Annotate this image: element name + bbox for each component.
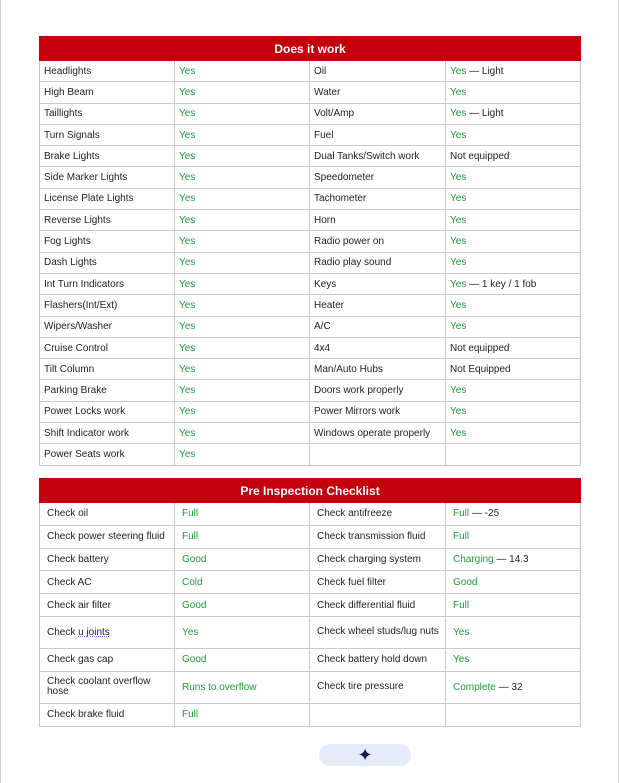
item-label: Turn Signals (44, 129, 100, 141)
item-status-note: — 1 key / 1 fob (466, 278, 537, 290)
item-label: Check battery hold down (317, 654, 428, 666)
table-row (40, 146, 581, 167)
item-label-cell[interactable] (40, 444, 175, 465)
item-status-cell[interactable] (175, 703, 310, 726)
item-label: Radio play sound (314, 257, 392, 269)
table-row (40, 503, 581, 526)
item-label-cell[interactable] (310, 210, 446, 231)
item-status: Yes (179, 150, 196, 162)
does-it-work-table (39, 36, 581, 466)
table-row (40, 525, 581, 548)
item-label: Check coolant overflow hose (47, 676, 151, 698)
item-status: Yes (450, 214, 467, 226)
item-label: Check power steering fluid (47, 531, 165, 543)
item-label-cell[interactable] (40, 337, 175, 358)
item-status: Yes (179, 363, 196, 375)
item-status-cell[interactable] (175, 103, 310, 124)
table-row (40, 616, 581, 648)
table-row (40, 124, 581, 145)
pre-inspection-header: Pre Inspection Checklist (40, 479, 581, 503)
item-label-cell[interactable] (40, 571, 175, 594)
item-label: Man/Auto Hubs (314, 363, 383, 375)
item-status-cell[interactable] (175, 594, 310, 617)
item-label-cell[interactable] (310, 648, 446, 671)
item-status: Good (453, 576, 478, 588)
table-row (40, 252, 581, 273)
item-status-cell[interactable] (446, 146, 581, 167)
table-row (40, 548, 581, 571)
item-status: Yes (179, 236, 196, 248)
item-status: Full (182, 531, 199, 543)
item-label-cell[interactable] (40, 503, 175, 526)
item-label: Check wheel studs/lug nuts (317, 626, 439, 638)
item-status: Full (182, 508, 199, 520)
item-status: Yes (179, 321, 196, 333)
item-label-cell[interactable] (310, 503, 446, 526)
item-label: Parking Brake (44, 385, 107, 397)
item-status: Yes (179, 406, 196, 418)
item-label: Check tire pressure (317, 681, 404, 693)
item-status-cell[interactable] (446, 571, 581, 594)
item-status-cell[interactable] (175, 337, 310, 358)
item-label-cell[interactable] (310, 616, 446, 648)
item-label-cell[interactable] (40, 380, 175, 401)
item-status: Complete (453, 681, 496, 693)
table-row (40, 103, 581, 124)
item-status: Yes (450, 129, 467, 141)
item-label-cell[interactable] (310, 401, 446, 422)
item-status: Not equipped (450, 342, 510, 354)
item-label: Fuel (314, 129, 334, 141)
item-label-cell[interactable] (40, 703, 175, 726)
item-status: Yes (182, 626, 199, 638)
item-label-cell[interactable] (40, 648, 175, 671)
table-row (40, 594, 581, 617)
item-label-cell[interactable] (40, 103, 175, 124)
item-label: Check battery (47, 553, 109, 565)
item-label: Cruise Control (44, 342, 108, 354)
table-row (40, 295, 581, 316)
item-status: Yes (450, 236, 467, 248)
item-label-cell[interactable] (310, 231, 446, 252)
item-status-cell[interactable] (175, 616, 310, 648)
item-status-cell[interactable] (446, 671, 581, 703)
item-status: Yes (179, 108, 196, 120)
item-label-cell[interactable] (40, 188, 175, 209)
table-row (40, 423, 581, 444)
item-status: Yes (450, 299, 467, 311)
item-status: Yes (450, 321, 467, 333)
item-status-cell[interactable] (175, 167, 310, 188)
item-label: Check antifreeze (317, 508, 393, 520)
item-status-note: — 32 (495, 681, 523, 693)
item-status-note: — Light (466, 108, 504, 120)
item-label-cell[interactable] (310, 359, 446, 380)
table-row (40, 82, 581, 103)
item-label-cell[interactable] (310, 316, 446, 337)
item-status-cell[interactable] (446, 380, 581, 401)
item-label: Check differential fluid (317, 599, 416, 611)
item-label-cell[interactable] (40, 671, 175, 703)
item-label: Flashers(Int/Ext) (44, 299, 118, 311)
item-status-cell[interactable] (446, 401, 581, 422)
item-label-cell[interactable] (40, 273, 175, 294)
item-status: Good (182, 599, 207, 611)
item-status-cell[interactable] (446, 444, 581, 465)
item-status-cell[interactable] (175, 503, 310, 526)
item-status: Yes (450, 278, 467, 290)
item-label: Dual Tanks/Switch work (314, 150, 420, 162)
item-status-cell[interactable] (175, 359, 310, 380)
item-status-cell[interactable] (175, 273, 310, 294)
pre-inspection-table (39, 478, 581, 727)
item-label-cell[interactable] (310, 273, 446, 294)
item-status: Yes (450, 406, 467, 418)
item-label: A/C (314, 321, 331, 333)
item-label-cell[interactable] (40, 548, 175, 571)
item-label: 4x4 (314, 342, 331, 354)
item-label-cell[interactable] (40, 316, 175, 337)
item-status-cell[interactable] (446, 124, 581, 145)
table-row (40, 316, 581, 337)
table-row (40, 231, 581, 252)
item-status: Yes (179, 65, 196, 77)
item-label-cell[interactable] (310, 252, 446, 273)
ai-assist-button[interactable] (319, 744, 411, 766)
item-status-cell[interactable] (175, 671, 310, 703)
item-status-cell[interactable] (175, 525, 310, 548)
item-status-cell[interactable] (446, 594, 581, 617)
item-status-cell[interactable] (175, 401, 310, 422)
item-label: Keys (314, 278, 337, 290)
item-status-cell[interactable] (175, 380, 310, 401)
item-label-cell[interactable] (310, 337, 446, 358)
item-status-note: — Light (466, 65, 504, 77)
item-status-cell[interactable] (446, 648, 581, 671)
item-label: Fog Lights (44, 236, 91, 248)
item-label-cell[interactable] (40, 359, 175, 380)
item-label: Check charging system (317, 553, 421, 565)
item-status: Yes (450, 108, 467, 120)
item-status-cell[interactable] (446, 316, 581, 337)
item-status-cell[interactable] (446, 359, 581, 380)
item-label-cell[interactable] (40, 82, 175, 103)
item-status-cell[interactable] (175, 124, 310, 145)
item-label-cell[interactable] (310, 703, 446, 726)
item-status: Charging (453, 553, 494, 565)
item-label: Check fuel filter (317, 576, 386, 588)
item-label: Check transmission fluid (317, 531, 426, 543)
table-row (40, 337, 581, 358)
item-status-cell[interactable] (446, 703, 581, 726)
item-label: Check (47, 626, 79, 638)
table-row (40, 359, 581, 380)
item-status-cell[interactable] (446, 548, 581, 571)
item-status: Yes (179, 278, 196, 290)
item-status: Full (453, 531, 470, 543)
item-status-cell[interactable] (446, 616, 581, 648)
table-row (40, 444, 581, 465)
item-status: Yes (179, 448, 196, 460)
item-label-cell[interactable] (40, 525, 175, 548)
item-status: Yes (179, 342, 196, 354)
item-status: Yes (450, 86, 467, 98)
item-label-cell[interactable] (40, 295, 175, 316)
item-label: Taillights (44, 108, 83, 120)
item-status: Yes (179, 385, 196, 397)
item-label-cell[interactable] (310, 188, 446, 209)
item-label: Int Turn Indicators (44, 278, 125, 290)
item-status-cell[interactable] (446, 273, 581, 294)
item-label-cell[interactable] (40, 210, 175, 231)
item-status: Yes (450, 427, 467, 439)
item-status: Not Equipped (450, 363, 511, 375)
item-status: Full (182, 709, 199, 721)
item-label-cell[interactable] (310, 61, 446, 82)
item-label: Check oil (47, 508, 89, 520)
item-label-cell[interactable] (40, 167, 175, 188)
item-status: Full (453, 508, 470, 520)
item-label-cell[interactable] (40, 252, 175, 273)
item-label: Doors work properly (314, 385, 404, 397)
sparkle-icon: ✦ (357, 745, 373, 765)
item-label-cell[interactable] (40, 423, 175, 444)
item-label-cell[interactable] (310, 525, 446, 548)
item-label: Reverse Lights (44, 214, 111, 226)
item-label: Windows operate properly (314, 427, 431, 439)
item-status-cell[interactable] (175, 252, 310, 273)
item-label-cell[interactable] (310, 124, 446, 145)
item-label: Wipers/Washer (44, 321, 112, 333)
item-status-cell[interactable] (446, 231, 581, 252)
item-status-cell[interactable] (175, 61, 310, 82)
table-row (40, 571, 581, 594)
item-status: Yes (179, 193, 196, 205)
item-status-cell[interactable] (446, 503, 581, 526)
item-status: Runs to overflow (182, 681, 257, 693)
item-label-cell[interactable] (310, 444, 446, 465)
item-label: Check air filter (47, 599, 111, 611)
item-status-cell[interactable] (175, 210, 310, 231)
item-status: Yes (179, 129, 196, 141)
item-label: Side Marker Lights (44, 172, 128, 184)
item-label: Power Locks work (44, 406, 126, 418)
item-status-cell[interactable] (446, 252, 581, 273)
item-status-cell[interactable] (446, 167, 581, 188)
table-row (40, 167, 581, 188)
item-status: Yes (450, 172, 467, 184)
item-status-cell[interactable] (446, 82, 581, 103)
item-status: Yes (453, 626, 470, 638)
item-status-cell[interactable] (175, 548, 310, 571)
item-label: Check brake fluid (47, 709, 125, 721)
item-label: Speedometer (314, 172, 375, 184)
item-label: Power Mirrors work (314, 406, 401, 418)
item-label-cell[interactable] (310, 671, 446, 703)
item-status: Yes (450, 193, 467, 205)
item-label-cell[interactable] (40, 401, 175, 422)
item-status-cell[interactable] (175, 295, 310, 316)
item-status-cell[interactable] (446, 103, 581, 124)
item-status-cell[interactable] (175, 571, 310, 594)
item-label-cell[interactable] (40, 61, 175, 82)
table-row (40, 380, 581, 401)
item-label-cell[interactable] (40, 594, 175, 617)
item-status: Yes (179, 427, 196, 439)
item-status-cell[interactable] (446, 423, 581, 444)
item-label-underlined: u joints (78, 626, 110, 638)
page-edge-left (0, 0, 1, 783)
item-label: Dash Lights (44, 257, 97, 269)
table-row (40, 188, 581, 209)
item-label: Shift Indicator work (44, 427, 130, 439)
item-status-cell[interactable] (175, 648, 310, 671)
item-status-cell[interactable] (175, 82, 310, 103)
table-row (40, 703, 581, 726)
item-label: Water (314, 86, 341, 98)
item-status: Full (453, 599, 470, 611)
item-label: Headlights (44, 65, 92, 77)
item-status-note: — -25 (469, 508, 500, 520)
item-status-cell[interactable] (175, 188, 310, 209)
table-row (40, 273, 581, 294)
item-status-cell[interactable] (175, 316, 310, 337)
item-status: Yes (450, 257, 467, 269)
item-label: Brake Lights (44, 150, 100, 162)
item-label: Horn (314, 214, 336, 226)
item-label-cell[interactable] (40, 616, 175, 648)
item-label-cell[interactable] (40, 124, 175, 145)
item-status-cell[interactable] (446, 61, 581, 82)
item-status: Yes (179, 299, 196, 311)
item-label-cell[interactable] (40, 146, 175, 167)
item-status: Good (182, 553, 207, 565)
item-label-cell[interactable] (310, 103, 446, 124)
item-status: Yes (179, 257, 196, 269)
item-status-note: — 14.3 (493, 553, 529, 565)
item-status: Yes (179, 214, 196, 226)
table-row (40, 401, 581, 422)
item-status: Yes (453, 654, 470, 666)
item-label: Heater (314, 299, 345, 311)
item-status-cell[interactable] (446, 210, 581, 231)
item-label-cell[interactable] (310, 594, 446, 617)
item-label-cell[interactable] (310, 167, 446, 188)
item-label: License Plate Lights (44, 193, 134, 205)
item-status-cell[interactable] (446, 295, 581, 316)
item-label: High Beam (44, 86, 94, 98)
table-row (40, 61, 581, 82)
table-row (40, 671, 581, 703)
does-it-work-header: Does it work (40, 37, 581, 61)
item-label-cell[interactable] (310, 380, 446, 401)
item-status: Not equipped (450, 150, 510, 162)
item-label-cell[interactable] (310, 423, 446, 444)
item-status-cell[interactable] (446, 525, 581, 548)
item-label: Power Seats work (44, 448, 125, 460)
item-status: Good (182, 654, 207, 666)
item-status: Yes (450, 385, 467, 397)
item-label-cell[interactable] (40, 231, 175, 252)
item-status-cell[interactable] (446, 337, 581, 358)
item-status-cell[interactable] (175, 423, 310, 444)
item-label: Check AC (47, 576, 92, 588)
table-row (40, 210, 581, 231)
item-label: Radio power on (314, 236, 385, 248)
item-label-cell[interactable] (310, 295, 446, 316)
item-label: Tachometer (314, 193, 367, 205)
item-label: Check gas cap (47, 654, 114, 666)
item-label-cell[interactable] (310, 146, 446, 167)
item-label-cell[interactable] (310, 571, 446, 594)
item-status-cell[interactable] (446, 188, 581, 209)
item-status: Yes (450, 65, 467, 77)
item-status-cell[interactable] (175, 444, 310, 465)
table-row (40, 648, 581, 671)
item-label: Oil (314, 65, 327, 77)
item-label: Tilt Column (44, 363, 95, 375)
item-label-cell[interactable] (310, 548, 446, 571)
item-status-cell[interactable] (175, 231, 310, 252)
item-status: Yes (179, 172, 196, 184)
item-status: Cold (182, 576, 203, 588)
item-label-cell[interactable] (310, 82, 446, 103)
item-label: Volt/Amp (314, 108, 355, 120)
item-status: Yes (179, 86, 196, 98)
item-status-cell[interactable] (175, 146, 310, 167)
